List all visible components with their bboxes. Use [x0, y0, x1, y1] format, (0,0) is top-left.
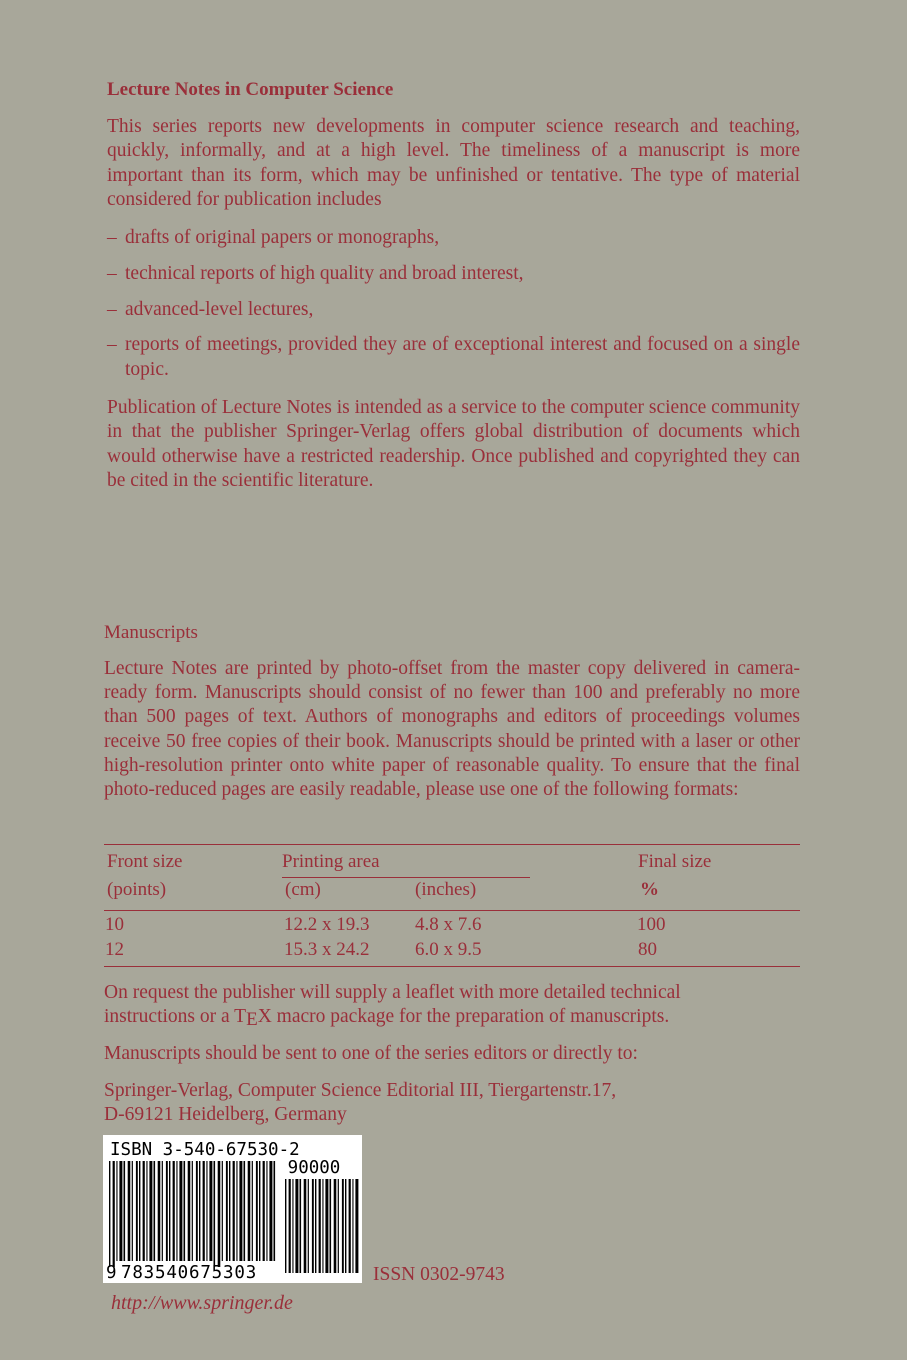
isbn-barcode — [103, 1135, 362, 1283]
barcode-bar — [322, 1179, 323, 1273]
barcode-bar — [109, 1161, 110, 1267]
publication-paragraph: Publication of Lecture Notes is intended as a service to the computer science community in that the publisher Springer-Verlag offers global distribution of documents which would otherwise have a restricted readership. Once published and copyrighted they can be cited in the scientific literature. — [107, 397, 800, 491]
barcode-bar — [229, 1161, 230, 1261]
barcode-bar — [236, 1161, 237, 1261]
barcode-bar — [139, 1161, 140, 1261]
printing-area-rule — [282, 877, 530, 878]
list-item — [107, 298, 800, 322]
barcode-bar — [124, 1161, 126, 1261]
barcode-bar — [169, 1161, 170, 1261]
barcode-bar — [214, 1161, 216, 1267]
series-title: Lecture Notes in Computer Science — [107, 79, 394, 100]
barcode-bar — [274, 1161, 276, 1261]
barcode-bar — [113, 1161, 115, 1267]
barcode-bar — [184, 1161, 186, 1261]
barcode-bar — [203, 1161, 205, 1261]
list-item-text: reports of meetings, provided they are of exceptional interest and focused on a single topic. — [125, 334, 800, 380]
cell-inches: 4.8 x 7.6 — [415, 914, 482, 935]
header-percent: % — [640, 879, 659, 900]
addon-bars — [285, 1179, 358, 1273]
list-item-text: technical reports of high quality and broad interest, — [125, 262, 524, 284]
barcode-bar — [154, 1161, 156, 1261]
table-header-rule — [104, 910, 800, 911]
issn: ISSN 0302-9743 — [373, 1264, 505, 1285]
barcode-bar — [162, 1161, 163, 1261]
barcode-graphic — [103, 1135, 362, 1283]
address-line-1: Springer-Verlag, Computer Science Editorial III, Tiergartenstr.17, — [104, 1080, 617, 1101]
header-inches: (inches) — [415, 879, 477, 900]
list-item — [107, 262, 800, 286]
barcode-bar — [352, 1179, 353, 1273]
barcode-bar — [300, 1179, 302, 1273]
barcode-bar — [304, 1179, 307, 1273]
main-bars — [109, 1161, 275, 1267]
price-code: 90000 — [287, 1158, 341, 1178]
tex-logo — [234, 1006, 272, 1030]
barcode-bar — [116, 1161, 117, 1261]
list-item-text: advanced-level lectures, — [125, 298, 314, 320]
barcode-bar — [259, 1161, 260, 1261]
barcode-bar — [285, 1179, 286, 1273]
barcode-bar — [269, 1161, 272, 1261]
barcode-bar — [173, 1161, 175, 1261]
barcode-bar — [295, 1179, 298, 1273]
manuscripts-paragraph: Lecture Notes are printed by photo-offset from the master copy delivered in camera-ready form. Manuscripts should consist of no fewer than 100 and preferably no more than 500 pages of text. Authors of monographs and editors of proceedings volumes receive 50 free copies of their book. Manuscripts should be printed with a laser or other high-resolution printer onto white paper of reasonable quality. To ensure that the final photo-reduced pages are easily readable, please use one of the following formats: — [104, 658, 800, 801]
barcode-bar — [355, 1179, 358, 1273]
barcode-bar — [315, 1179, 316, 1273]
barcode-bar — [132, 1161, 133, 1261]
barcode-bar — [292, 1179, 293, 1273]
cell-cm: 15.3 x 24.2 — [284, 939, 370, 960]
barcode-bar — [149, 1161, 152, 1261]
barcode-bar — [222, 1161, 223, 1261]
barcode-bar — [218, 1161, 221, 1267]
barcode-bar — [349, 1179, 351, 1273]
cell-inches: 6.0 x 9.5 — [415, 939, 482, 960]
tex-t: T — [234, 1006, 247, 1027]
barcode-bar — [226, 1161, 228, 1261]
leaflet-text-end: macro package for the preparation of manuscripts. — [271, 1006, 670, 1027]
tex-x: X — [257, 1006, 272, 1027]
cell-cm: 12.2 x 19.3 — [284, 914, 370, 935]
barcode-bar — [266, 1161, 267, 1261]
barcode-bar — [325, 1179, 328, 1273]
barcode-bar — [166, 1161, 168, 1261]
list-dash: – — [107, 227, 117, 248]
cell-points: 12 — [105, 939, 124, 960]
list-dash: – — [107, 298, 117, 320]
barcode-bar — [308, 1179, 309, 1273]
ean-digits: 783540675303 — [121, 1263, 258, 1283]
barcode-bar — [158, 1161, 161, 1261]
header-cm: (cm) — [285, 879, 321, 900]
cell-percent: 100 — [637, 914, 666, 935]
table-bottom-rule — [104, 966, 800, 967]
send-to-line: Manuscripts should be sent to one of the series editors or directly to: — [104, 1043, 638, 1064]
header-final-size: Final size — [638, 851, 712, 872]
barcode-bar — [199, 1161, 200, 1261]
barcode-bar — [252, 1161, 253, 1261]
list-item — [107, 333, 800, 382]
leaflet-line-2 — [104, 1006, 669, 1028]
barcode-bar — [330, 1179, 332, 1273]
barcode-bar — [338, 1179, 339, 1273]
barcode-bar — [263, 1161, 265, 1261]
barcode-bar — [342, 1179, 344, 1273]
cell-points: 10 — [105, 914, 124, 935]
ean-first-digit: 9 — [106, 1263, 117, 1283]
list-dash: – — [107, 334, 117, 356]
barcode-bar — [319, 1179, 321, 1273]
barcode-bar — [256, 1161, 258, 1261]
barcode-bar — [334, 1179, 337, 1273]
barcode-bar — [244, 1161, 246, 1261]
address-line-2: D-69121 Heidelberg, Germany — [104, 1104, 347, 1125]
list-item-text: drafts of original papers or monographs, — [125, 227, 440, 248]
barcode-bar — [143, 1161, 145, 1261]
list-dash: – — [107, 262, 117, 284]
header-points: (points) — [107, 879, 167, 900]
tex-e: E — [246, 1009, 258, 1030]
barcode-bar — [128, 1161, 131, 1261]
header-printing-area: Printing area — [282, 851, 380, 872]
barcode-bar — [176, 1161, 177, 1261]
table-top-rule — [104, 844, 800, 845]
manuscripts-heading: Manuscripts — [104, 622, 198, 643]
barcode-bar — [289, 1179, 291, 1273]
material-list — [107, 226, 800, 393]
leaflet-text: instructions or a — [104, 1006, 235, 1027]
barcode-bar — [233, 1161, 235, 1261]
barcode-bar — [119, 1161, 122, 1261]
cell-percent: 80 — [638, 939, 657, 960]
barcode-bar — [248, 1161, 251, 1261]
barcode-bar — [196, 1161, 198, 1261]
barcode-bar — [179, 1161, 182, 1261]
barcode-bar — [188, 1161, 191, 1261]
barcode-bar — [239, 1161, 242, 1261]
barcode-bar — [136, 1161, 138, 1261]
intro-paragraph: This series reports new developments in computer science research and teaching, quickly, informally, and at a high level. The timeliness of a manuscript is more important than its form, which may be unfinished or tentative. The type of material considered for publication includes — [107, 116, 800, 210]
website-link[interactable]: http://www.springer.de — [111, 1292, 293, 1314]
barcode-bar — [209, 1161, 212, 1261]
list-item — [107, 226, 800, 250]
leaflet-line-1: On request the publisher will supply a leaflet with more detailed technical — [104, 982, 681, 1003]
barcode-bar — [312, 1179, 314, 1273]
barcode-bar — [192, 1161, 193, 1261]
header-front-size: Front size — [107, 851, 183, 872]
isbn-label: ISBN 3-540-67530-2 — [110, 1140, 300, 1160]
barcode-bar — [206, 1161, 207, 1261]
barcode-bar — [146, 1161, 147, 1261]
barcode-bar — [345, 1179, 346, 1273]
